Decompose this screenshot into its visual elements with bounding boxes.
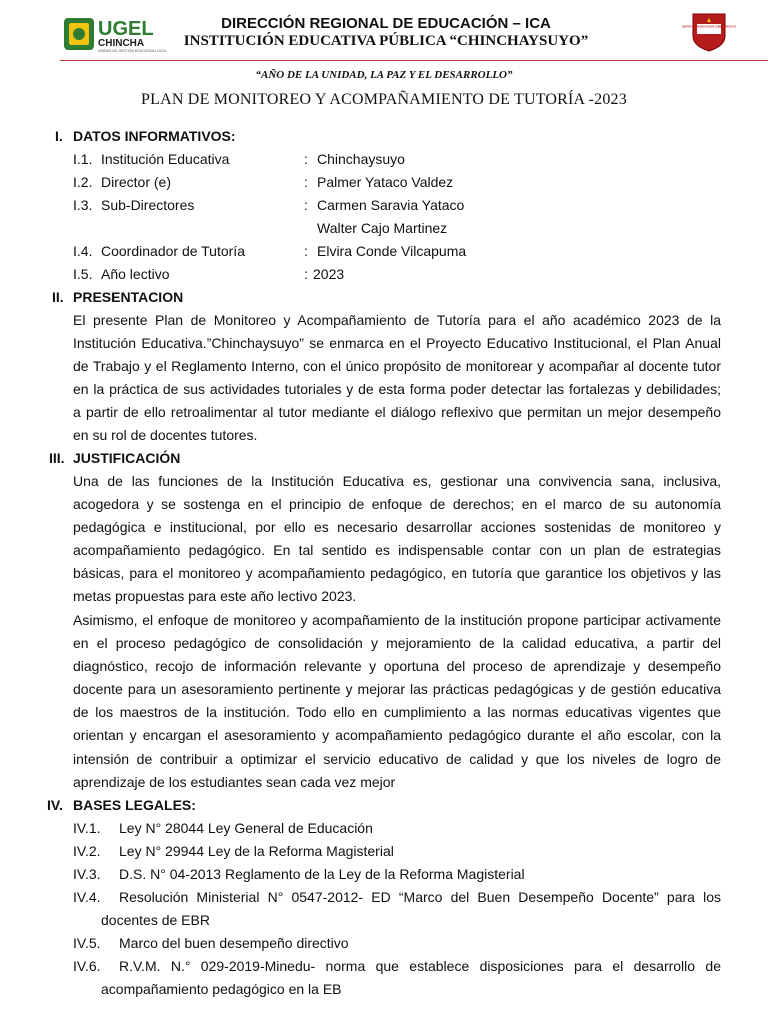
paragraph-line: aprendizaje de los estudiantes sean cada vez mejor xyxy=(73,773,396,790)
section-number-presentacion: II. xyxy=(52,289,64,305)
datos-row-value: Carmen Saravia Yataco xyxy=(317,197,465,213)
law-item-text: Ley N° 28044 Ley General de Educación xyxy=(119,820,373,836)
datos-row-label: Año lectivo xyxy=(101,266,170,282)
paragraph-line: diagnóstico, recojo de información relevante y oportuna del proceso de aprendizaje y desempeño xyxy=(73,658,721,675)
law-item-number: IV.1. xyxy=(73,820,101,836)
law-item-number: IV.2. xyxy=(73,843,101,859)
datos-row-colon: : xyxy=(304,174,308,190)
section-title-bases: BASES LEGALES: xyxy=(73,797,196,813)
header-line-1: DIRECCIÓN REGIONAL DE EDUCACIÓN – ICA xyxy=(221,15,551,32)
datos-row-num: I.5. xyxy=(73,266,93,282)
section-title-presentacion: PRESENTACION xyxy=(73,289,184,305)
section-title-datos: DATOS INFORMATIVOS: xyxy=(73,128,236,144)
datos-row-value: Palmer Yataco Valdez xyxy=(317,174,454,190)
law-item-line: docentes de EBR xyxy=(101,912,210,928)
section-number-justificacion: III. xyxy=(49,450,65,466)
law-item-text: Ley N° 29944 Ley de la Reforma Magisterial xyxy=(119,843,394,859)
law-item-number: IV.5. xyxy=(73,935,101,951)
paragraph-line: docente para un asesoramiento pertinente y mejorar las prácticas pedagógicas y de gestión educativa xyxy=(73,681,721,698)
datos-row-label: Director (e) xyxy=(101,174,172,190)
justificacion-paragraph-1 xyxy=(73,470,721,609)
paragraph-line: intensión de contribuir a optimizar el servicio educativo de calidad y que los niveles de logro de xyxy=(73,750,721,767)
datos-row-label: Coordinador de Tutoría xyxy=(101,243,245,259)
datos-row-colon: : xyxy=(304,151,308,167)
datos-row-num: I.4. xyxy=(73,243,93,259)
motto: “AÑO DE LA UNIDAD, LA PAZ Y EL DESARROLLO” xyxy=(255,69,513,81)
crest-text: INSTITUCIÓN EDUCATIVA CHINCHAYSUYO xyxy=(682,25,736,29)
datos-row-num: I.2. xyxy=(73,174,93,190)
section-title-justificacion: JUSTIFICACIÓN xyxy=(73,450,181,466)
law-item-text xyxy=(101,886,721,932)
paragraph-line: El presente Plan de Monitoreo y Acompañamiento de Tutoría para el año académico 2023 de la xyxy=(73,312,721,328)
paragraph-line: a partir de ello retroalimentar al tutor mediante el diálogo reflexivo que permitan un mejor desempeño xyxy=(73,404,721,421)
paragraph-line: metas propuestas para este año lectivo 2023. xyxy=(73,588,357,605)
paragraph-line: de Trabajo y el Reglamento Interno, con el único propósito de monitorear y acompañar al docente tutor xyxy=(73,358,721,375)
datos-row-label: Institución Educativa xyxy=(101,151,230,167)
paragraph-line: pedagógica e institucional, por ello es necesario desarrollar acciones sostenidas de monitoreo y xyxy=(73,519,721,536)
ugel-logo xyxy=(62,12,174,54)
law-item-text: D.S. N° 04-2013 Reglamento de la Ley de la Reforma Magisterial xyxy=(119,866,525,882)
law-item-number: IV.3. xyxy=(73,866,101,882)
datos-row-num: I.3. xyxy=(73,197,93,213)
paragraph-line: Una de las funciones de la Institución Educativa es, gestionar una convivencia sana, inclusiva, xyxy=(73,473,721,489)
school-crest-icon xyxy=(682,12,736,52)
law-item-number: IV.6. xyxy=(73,958,101,974)
section-number-bases: IV. xyxy=(47,797,63,813)
paragraph-line: Asimismo, el enfoque de monitoreo y acompañamiento de la institución propone participar activamente xyxy=(73,612,721,628)
datos-row-num: I.1. xyxy=(73,151,93,167)
paragraph-line: acogedora y se sostenga en el principio de enfoque de derechos; en el marco de su autonomía xyxy=(73,496,721,513)
datos-row-value: Walter Cajo Martinez xyxy=(317,220,448,236)
logo-caption: UNIDAD DE GESTIÓN EDUCATIVA LOCAL xyxy=(98,49,167,53)
law-item-line: R.V.M. N.° 029-2019-Minedu- norma que establece disposiciones para el desarrollo de xyxy=(119,958,721,974)
header-line-2: INSTITUCIÓN EDUCATIVA PÚBLICA “CHINCHAYSUYO” xyxy=(183,33,589,49)
paragraph-line: acompañamiento pedagógico. En tal sentido es indispensable contar con un plan de estrategias xyxy=(73,542,721,559)
paragraph-line: Institución Educativa.”Chinchaysuyo” se enmarca en el Proyecto Educativo Institucional, el Plan Anual xyxy=(73,335,721,352)
document-title: PLAN DE MONITOREO Y ACOMPAÑAMIENTO DE TUTORÍA -2023 xyxy=(141,91,627,108)
logo-text: UGEL xyxy=(98,18,154,40)
presentacion-paragraph xyxy=(73,309,721,448)
datos-row-label: Sub-Directores xyxy=(101,197,195,213)
justificacion-paragraph-2 xyxy=(73,609,721,794)
datos-row-colon: : xyxy=(304,266,308,282)
law-item-text xyxy=(101,955,721,1001)
datos-row-value: Chinchaysuyo xyxy=(317,151,405,167)
paragraph-line: en su rol de docentes tutores. xyxy=(73,427,258,444)
datos-row-colon: : xyxy=(304,243,308,259)
paragraph-line: en la práctica de sus actividades tutoriales y de esta forma poder detectar las fortalezas y debilidades; xyxy=(73,381,721,398)
law-item-text: Marco del buen desempeño directivo xyxy=(119,935,349,951)
law-item-line: acompañamiento pedagógico en la EB xyxy=(101,981,342,997)
law-item-line: Resolución Ministerial N° 0547-2012- ED “Marco del Buen Desempeño Docente” para los xyxy=(119,889,721,905)
paragraph-line: orientan y encargan el asesoramiento y acompañamiento pedagógico durante el año escolar, con la xyxy=(73,727,721,744)
datos-row-colon: : xyxy=(304,197,308,213)
datos-row-value: 2023 xyxy=(313,266,345,282)
section-number-datos: I. xyxy=(55,128,63,144)
paragraph-line: de los maestros de la institución. Todo ello en cumplimiento a las normas educativas vigentes que xyxy=(73,704,721,721)
header-divider xyxy=(60,60,768,61)
datos-row-value: Elvira Conde Vilcapuma xyxy=(317,243,467,259)
logo-subtext: CHINCHA xyxy=(98,38,145,49)
paragraph-line: en el proceso pedagógico de consolidación y mejoramiento de la calidad educativa, a partir del xyxy=(73,635,721,652)
law-item-number: IV.4. xyxy=(73,889,101,905)
paragraph-line: básicas, para el monitoreo y acompañamiento pedagógico, en tutoría que garantice los objetivos y las xyxy=(73,565,721,582)
